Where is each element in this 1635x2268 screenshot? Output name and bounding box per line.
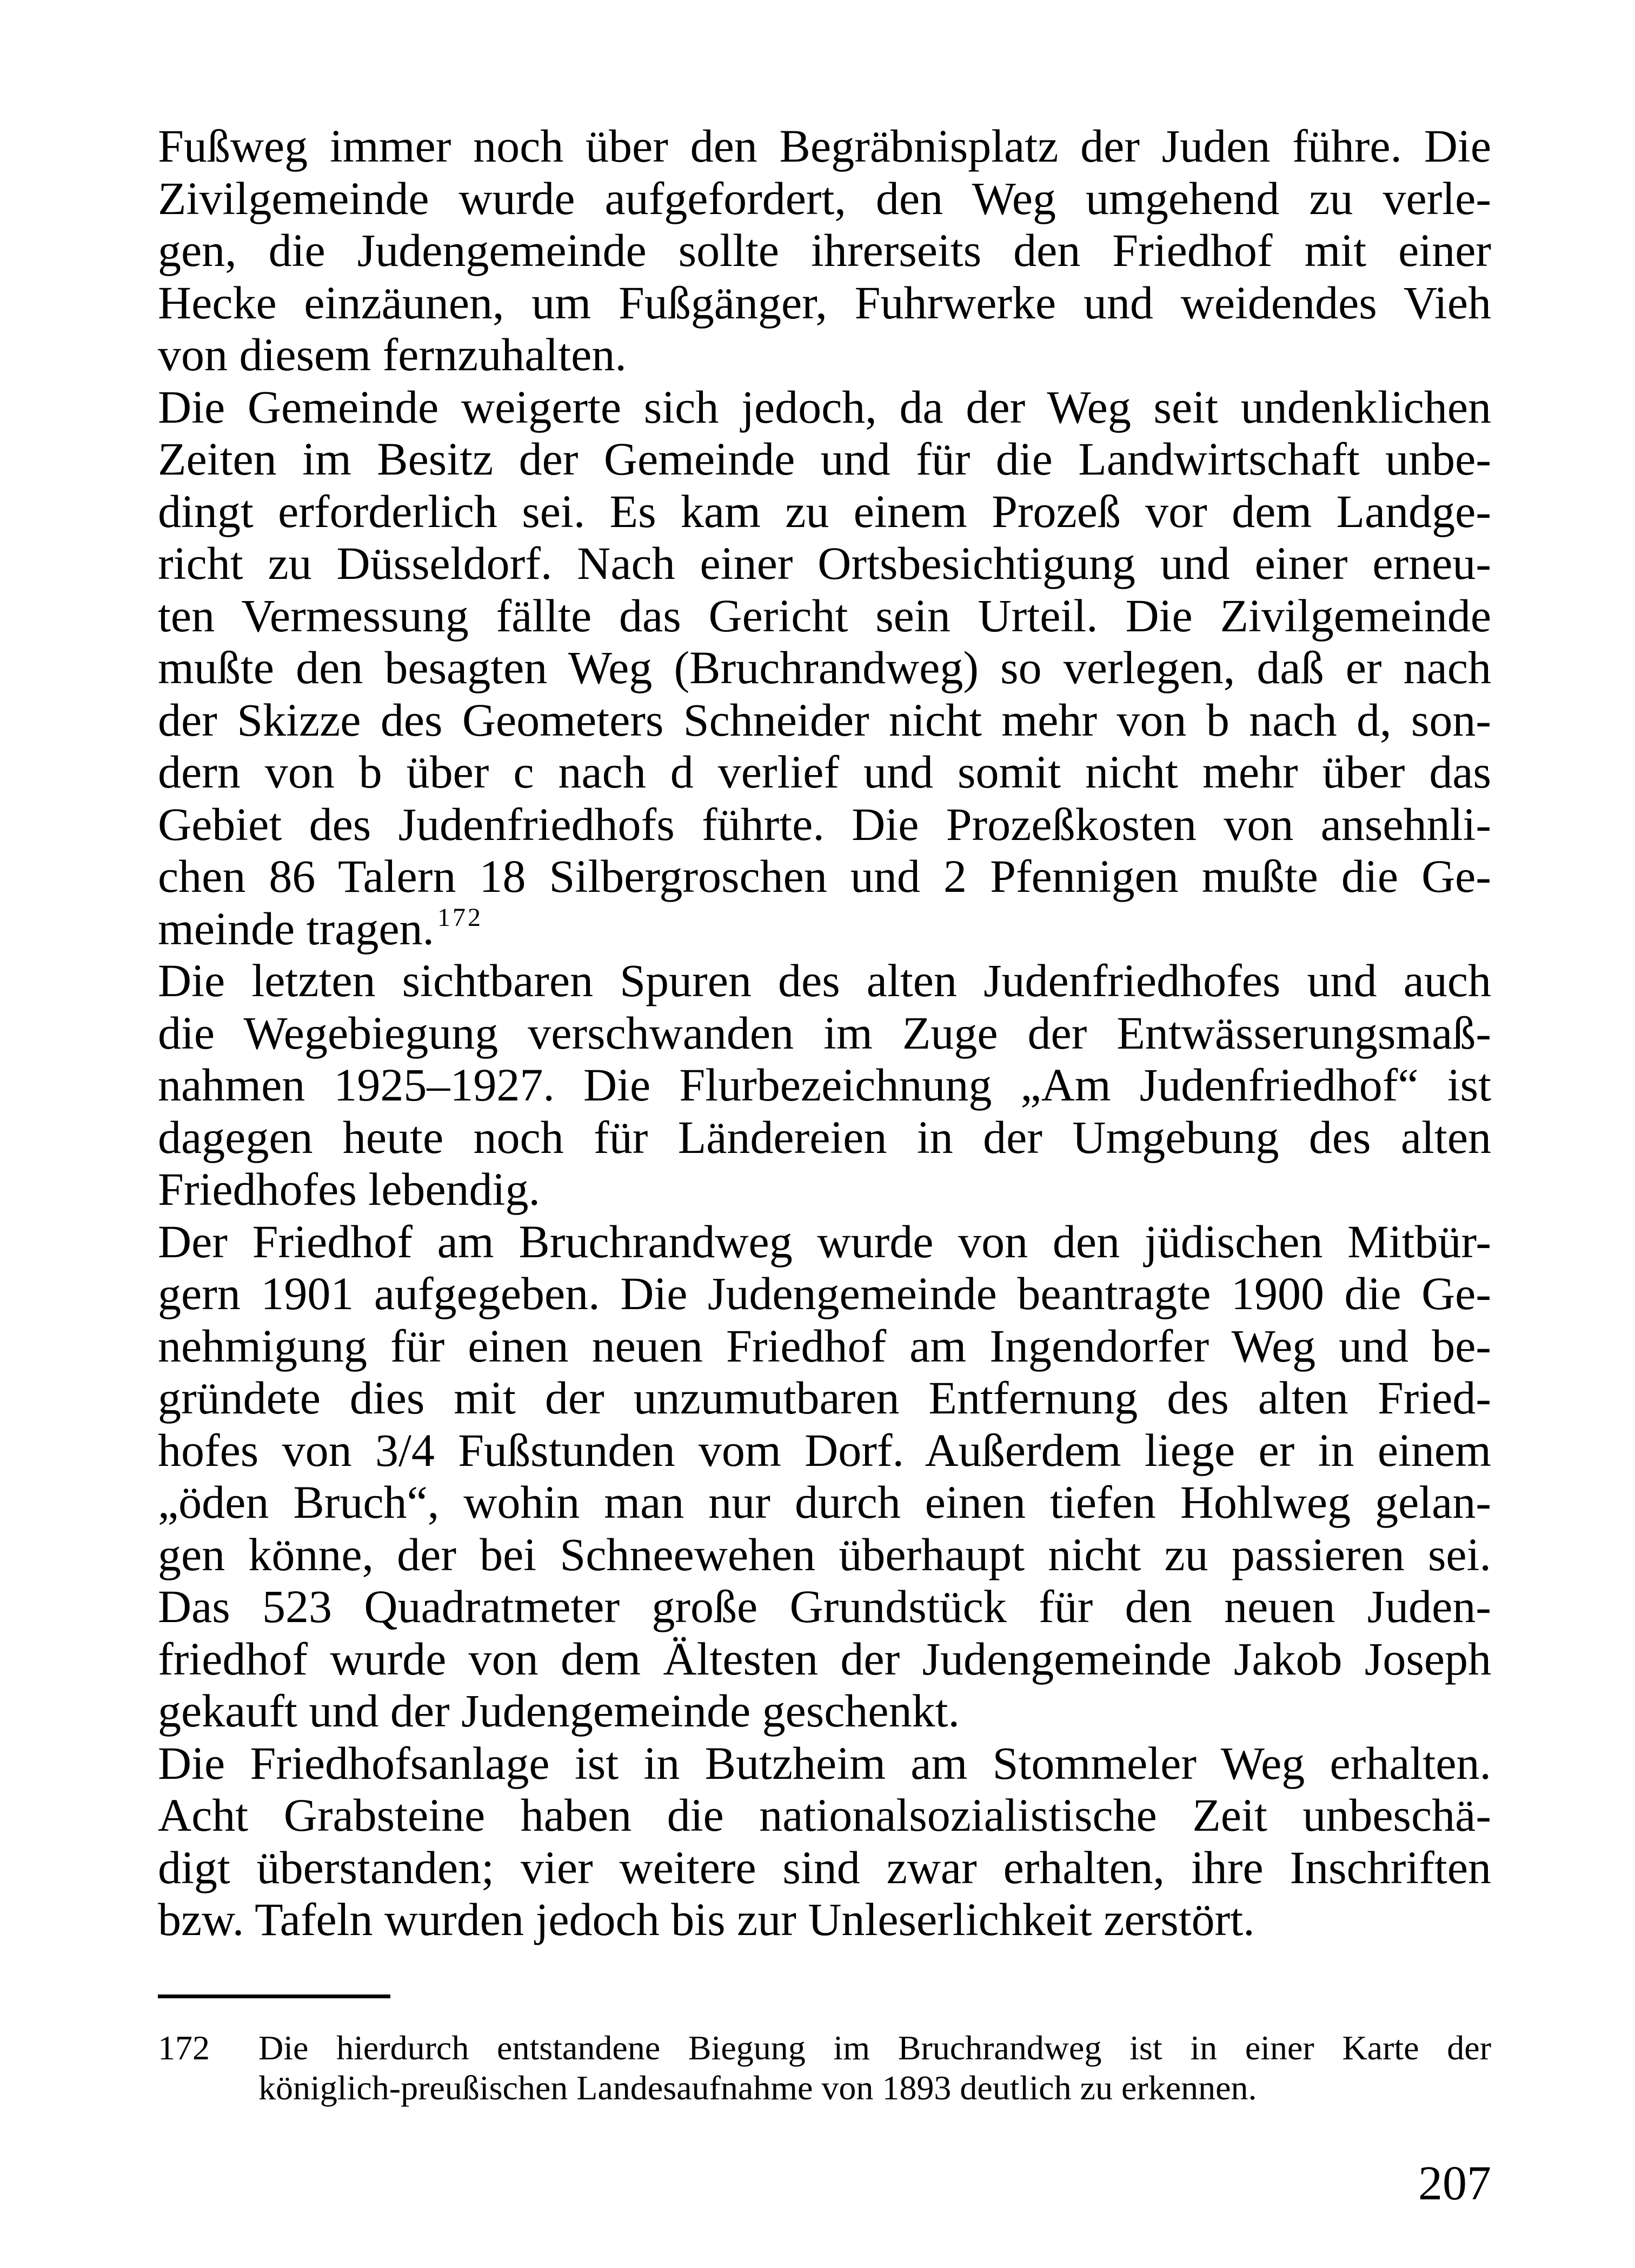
text-line bbox=[158, 694, 1491, 746]
line-text: richt zu Düsseldorf. Nach einer Ortsbesichtigung und einer erneu- bbox=[158, 537, 1491, 589]
text-line bbox=[158, 381, 1491, 433]
line-text: dingt erforderlich sei. Es kam zu einem Prozeß vor dem Landge- bbox=[158, 485, 1491, 537]
footnote-text bbox=[258, 2028, 1491, 2108]
text-line bbox=[158, 1216, 1491, 1268]
text-line bbox=[158, 1789, 1491, 1842]
line-text: von diesem fernzuhalten. bbox=[158, 329, 627, 381]
line-text: „öden Bruch“, wohin man nur durch einen tiefen Hohlweg gelan- bbox=[158, 1476, 1491, 1528]
text-line bbox=[158, 537, 1491, 590]
text-line bbox=[158, 1633, 1491, 1685]
page-number: 207 bbox=[1418, 2157, 1491, 2210]
line-text: ten Vermessung fällte das Gericht sein Urteil. Die Zivilgemeinde bbox=[158, 589, 1491, 642]
text-line bbox=[158, 329, 1491, 381]
text-line bbox=[158, 642, 1491, 694]
footnote-separator bbox=[158, 1994, 390, 1998]
text-line bbox=[158, 1059, 1491, 1111]
text-line bbox=[158, 1163, 1491, 1216]
text-line bbox=[158, 798, 1491, 851]
text-line bbox=[158, 1893, 1491, 1946]
line-text: chen 86 Talern 18 Silbergroschen und 2 Pfennigen mußte die Ge- bbox=[158, 850, 1491, 902]
text-line bbox=[158, 1372, 1491, 1424]
footnote-line: königlich-preußischen Landesaufnahme von 1893 deutlich zu erkennen. bbox=[258, 2069, 1257, 2107]
line-text: Gebiet des Judenfriedhofs führte. Die Prozeßkosten von ansehnli- bbox=[158, 798, 1491, 850]
line-text: gen könne, der bei Schneewehen überhaupt nicht zu passieren sei. bbox=[158, 1528, 1491, 1580]
text-line bbox=[158, 1842, 1491, 1894]
footnote-reference[interactable]: 172 bbox=[437, 903, 483, 932]
text-line bbox=[158, 590, 1491, 642]
text-line bbox=[158, 850, 1491, 903]
line-text: hofes von 3/4 Fußstunden vom Dorf. Außerdem liege er in einem bbox=[158, 1424, 1491, 1476]
line-text: mußte den besagten Weg (Bruchrandweg) so verlegen, daß er nach bbox=[158, 642, 1491, 693]
footnote-line: Die hierdurch entstandene Biegung im Bruchrandweg ist in einer Karte der bbox=[258, 2029, 1491, 2067]
text-line bbox=[158, 1424, 1491, 1477]
text-line bbox=[158, 120, 1491, 172]
line-text: nahmen 1925–1927. Die Flurbezeichnung „Am Judenfriedhof“ ist bbox=[158, 1059, 1491, 1111]
text-line bbox=[158, 1580, 1491, 1633]
paragraph bbox=[158, 1737, 1491, 1946]
body-text bbox=[158, 120, 1491, 1946]
line-text: Friedhofes lebendig. bbox=[158, 1163, 540, 1215]
line-text: der Skizze des Geometers Schneider nicht mehr von b nach d, son- bbox=[158, 693, 1491, 746]
line-text: Die Gemeinde weigerte sich jedoch, da der Weg seit undenklichen bbox=[158, 381, 1491, 433]
line-text: Der Friedhof am Bruchrandweg wurde von den jüdischen Mitbür- bbox=[158, 1215, 1491, 1268]
line-text: digt überstanden; vier weitere sind zwar erhalten, ihre Inschriften bbox=[158, 1841, 1491, 1893]
line-text: friedhof wurde von dem Ältesten der Judengemeinde Jakob Joseph bbox=[158, 1632, 1491, 1685]
line-text: Acht Grabsteine haben die nationalsozialistische Zeit unbeschä- bbox=[158, 1789, 1491, 1841]
line-text: Fußweg immer noch über den Begräbnisplatz der Juden führe. Die bbox=[158, 120, 1491, 172]
paragraph bbox=[158, 381, 1491, 955]
footnote-number: 172 bbox=[158, 2029, 210, 2067]
text-line bbox=[158, 955, 1491, 1007]
line-text: gen, die Judengemeinde sollte ihrerseits den Friedhof mit einer bbox=[158, 224, 1491, 276]
line-text: die Wegebiegung verschwanden im Zuge der Entwässerungsmaß- bbox=[158, 1006, 1491, 1059]
line-text: Die letzten sichtbaren Spuren des alten Judenfriedhofes und auch bbox=[158, 955, 1491, 1006]
line-text: meinde tragen. bbox=[158, 902, 435, 955]
line-text: bzw. Tafeln wurden jedoch bis zur Unleserlichkeit zerstört. bbox=[158, 1893, 1255, 1945]
text-line bbox=[158, 1007, 1491, 1059]
text-line bbox=[158, 433, 1491, 485]
line-text: Zeiten im Besitz der Gemeinde und für die Landwirtschaft unbe- bbox=[158, 433, 1491, 485]
line-text: dagegen heute noch für Ländereien in der Umgebung des alten bbox=[158, 1111, 1491, 1163]
line-text: gern 1901 aufgegeben. Die Judengemeinde beantragte 1900 die Ge- bbox=[158, 1268, 1491, 1319]
text-line bbox=[158, 1529, 1491, 1581]
text-line bbox=[158, 172, 1491, 225]
text-line bbox=[158, 1111, 1491, 1164]
text-line bbox=[158, 1320, 1491, 1372]
paragraph bbox=[158, 955, 1491, 1216]
text-line bbox=[158, 224, 1491, 277]
paragraph bbox=[158, 120, 1491, 381]
line-text: dern von b über c nach d verlief und somit nicht mehr über das bbox=[158, 746, 1491, 798]
line-text: gründete dies mit der unzumutbaren Entfernung des alten Fried- bbox=[158, 1372, 1491, 1424]
text-line bbox=[158, 277, 1491, 329]
line-text: gekauft und der Judengemeinde geschenkt. bbox=[158, 1685, 960, 1737]
text-line bbox=[158, 1685, 1491, 1737]
line-text: Hecke einzäunen, um Fußgänger, Fuhrwerke und weidendes Vieh bbox=[158, 276, 1491, 329]
line-text: Die Friedhofsanlage ist in Butzheim am Stommeler Weg erhalten. bbox=[158, 1737, 1491, 1789]
text-line bbox=[158, 746, 1491, 798]
line-text: nehmigung für einen neuen Friedhof am Ingendorfer Weg und be- bbox=[158, 1319, 1491, 1372]
text-line bbox=[158, 903, 1491, 955]
line-text: Zivilgemeinde wurde aufgefordert, den Weg umgehend zu verle- bbox=[158, 172, 1491, 224]
text-line bbox=[158, 1737, 1491, 1790]
line-text: Das 523 Quadratmeter große Grundstück für den neuen Juden- bbox=[158, 1580, 1491, 1632]
text-line bbox=[158, 1476, 1491, 1529]
text-line bbox=[158, 485, 1491, 538]
paragraph bbox=[158, 1216, 1491, 1737]
text-line bbox=[158, 1268, 1491, 1320]
